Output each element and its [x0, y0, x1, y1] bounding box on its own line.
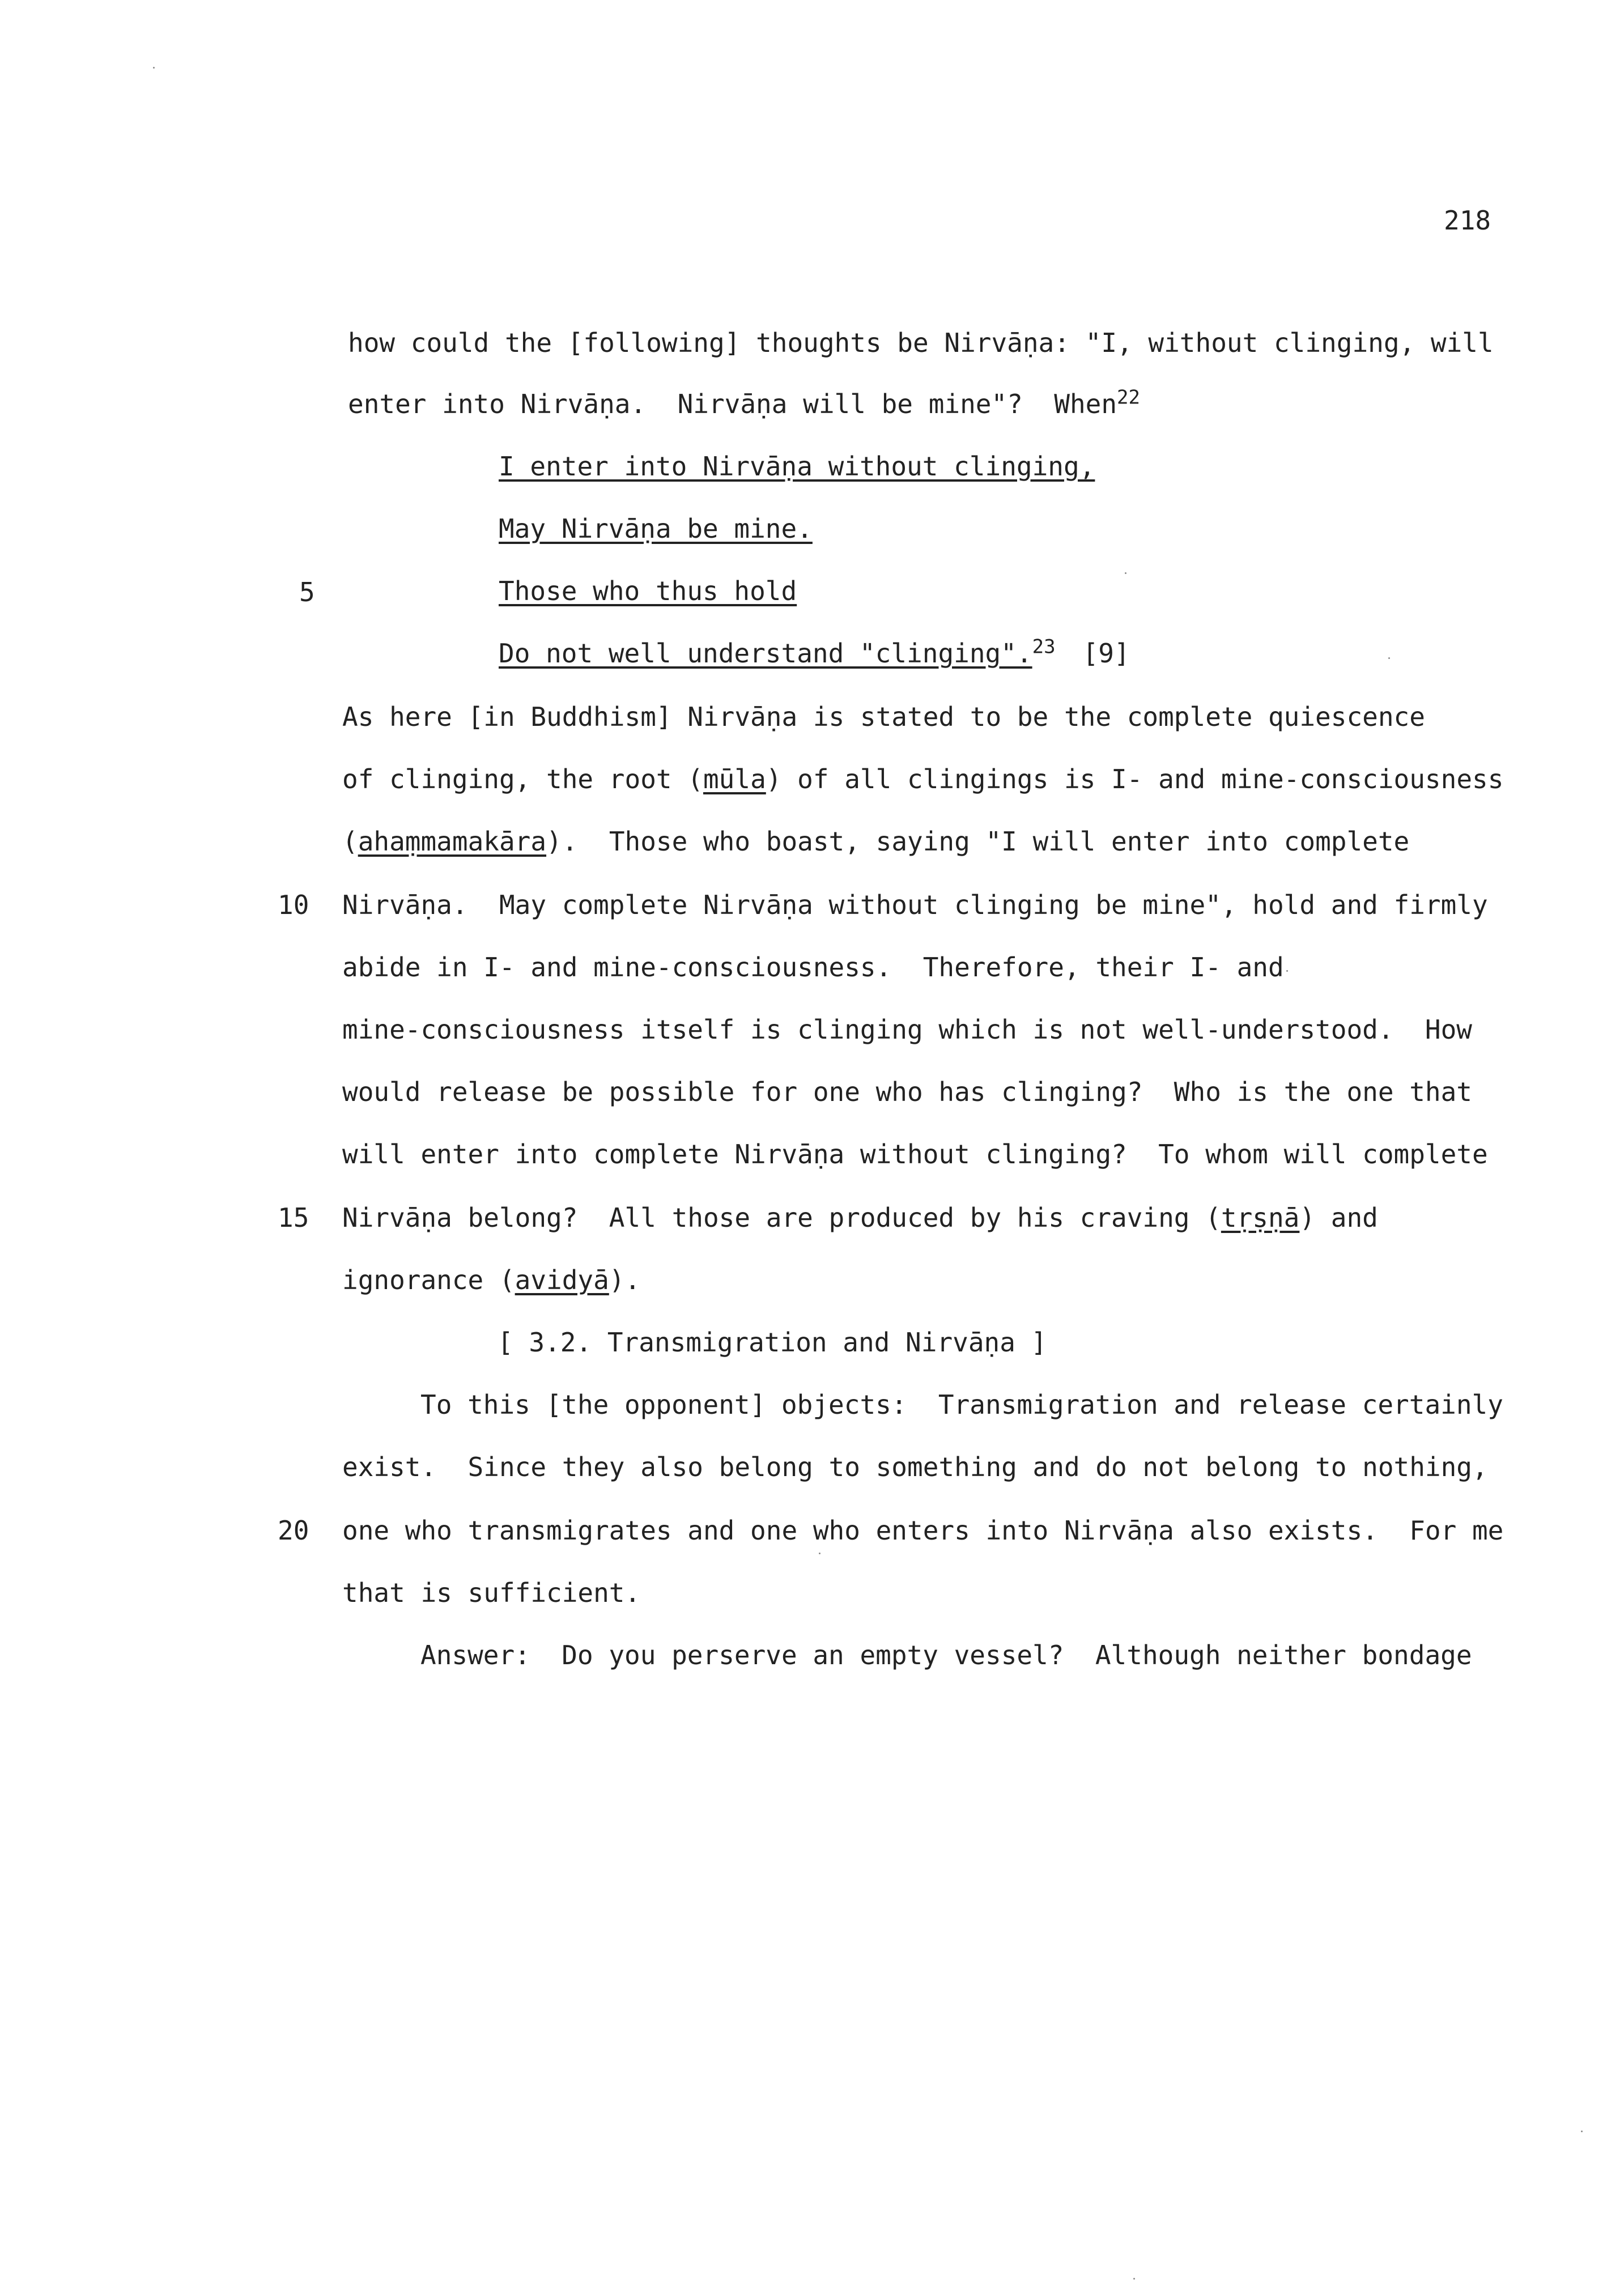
scan-speck	[1286, 970, 1288, 972]
verse-text: Do not well understand "clinging".	[499, 638, 1032, 669]
text-line	[342, 1265, 640, 1295]
text-line: would release be possible for one who has clinging? Who is the one that	[342, 1077, 1472, 1107]
text-line: As here [in Buddhism] Nirvāṇa is stated to be the complete quiescence	[342, 701, 1425, 732]
text-span: enter into Nirvāṇa. Nirvāṇa will be mine"? When	[348, 389, 1117, 419]
text-span: ). Those who boast, saying "I will enter into complete	[546, 826, 1410, 857]
text-line	[342, 764, 1503, 794]
sanskrit-term: avidyā	[515, 1265, 609, 1295]
sanskrit-term: tṛṣṇā	[1221, 1202, 1300, 1233]
text-line: mine-consciousness itself is clinging which is not well-understood. How	[342, 1014, 1472, 1045]
text-span: ) and	[1299, 1202, 1378, 1233]
footnote-marker: 23	[1032, 635, 1056, 658]
line-number: 20	[278, 1515, 309, 1546]
scan-speck	[1125, 572, 1126, 574]
scan-speck	[1133, 2278, 1135, 2280]
scan-speck	[819, 1553, 820, 1554]
text-line	[342, 826, 1409, 857]
text-span: ) of all clingings is I- and mine-consciousness	[766, 764, 1504, 794]
line-number: 15	[278, 1202, 309, 1233]
text-line: that is sufficient.	[342, 1578, 641, 1608]
verse-line: May Nirvāṇa be mine.	[499, 513, 813, 544]
text-span: ignorance (	[342, 1265, 515, 1295]
text-line: will enter into complete Nirvāṇa without clinging? To whom will complete	[342, 1139, 1488, 1170]
line-number: 5	[299, 577, 315, 607]
text-span: (	[342, 826, 358, 857]
page-number: 218	[1444, 205, 1491, 236]
text-line: Answer: Do you perserve an empty vessel? Although neither bondage	[420, 1640, 1472, 1670]
verse-reference: [9]	[1082, 638, 1130, 669]
sanskrit-term: ahaṃmamakāra	[358, 826, 547, 857]
section-heading: [ 3.2. Transmigration and Nirvāṇa ]	[498, 1327, 1047, 1358]
text-line: To this [the opponent] objects: Transmigration and release certainly	[420, 1389, 1503, 1420]
text-line: one who transmigrates and one who enters into Nirvāṇa also exists. For me	[342, 1515, 1504, 1546]
footnote-marker: 22	[1117, 386, 1140, 409]
text-line: how could the [following] thoughts be Nirvāṇa: "I, without clinging, will	[348, 328, 1494, 358]
text-span: of clinging, the root (	[342, 764, 703, 794]
sanskrit-term: mūla	[703, 764, 766, 794]
text-line: Nirvāṇa. May complete Nirvāṇa without clinging be mine", hold and firmly	[342, 890, 1488, 920]
text-span: Nirvāṇa belong? All those are produced by his craving (	[342, 1202, 1221, 1233]
verse-line: Those who thus hold	[499, 576, 797, 606]
text-line	[348, 386, 1140, 419]
text-span: ).	[609, 1265, 641, 1295]
line-number: 10	[278, 890, 309, 920]
text-line: abide in I- and mine-consciousness. Therefore, their I- and	[342, 952, 1284, 983]
text-line	[342, 1202, 1378, 1233]
text-line: exist. Since they also belong to something and do not belong to nothing,	[342, 1452, 1488, 1482]
scan-speck	[1581, 2131, 1583, 2132]
scan-speck	[1388, 657, 1390, 659]
verse-line	[499, 635, 1130, 669]
verse-line: I enter into Nirvāṇa without clinging,	[499, 451, 1095, 482]
scan-speck	[153, 67, 155, 69]
